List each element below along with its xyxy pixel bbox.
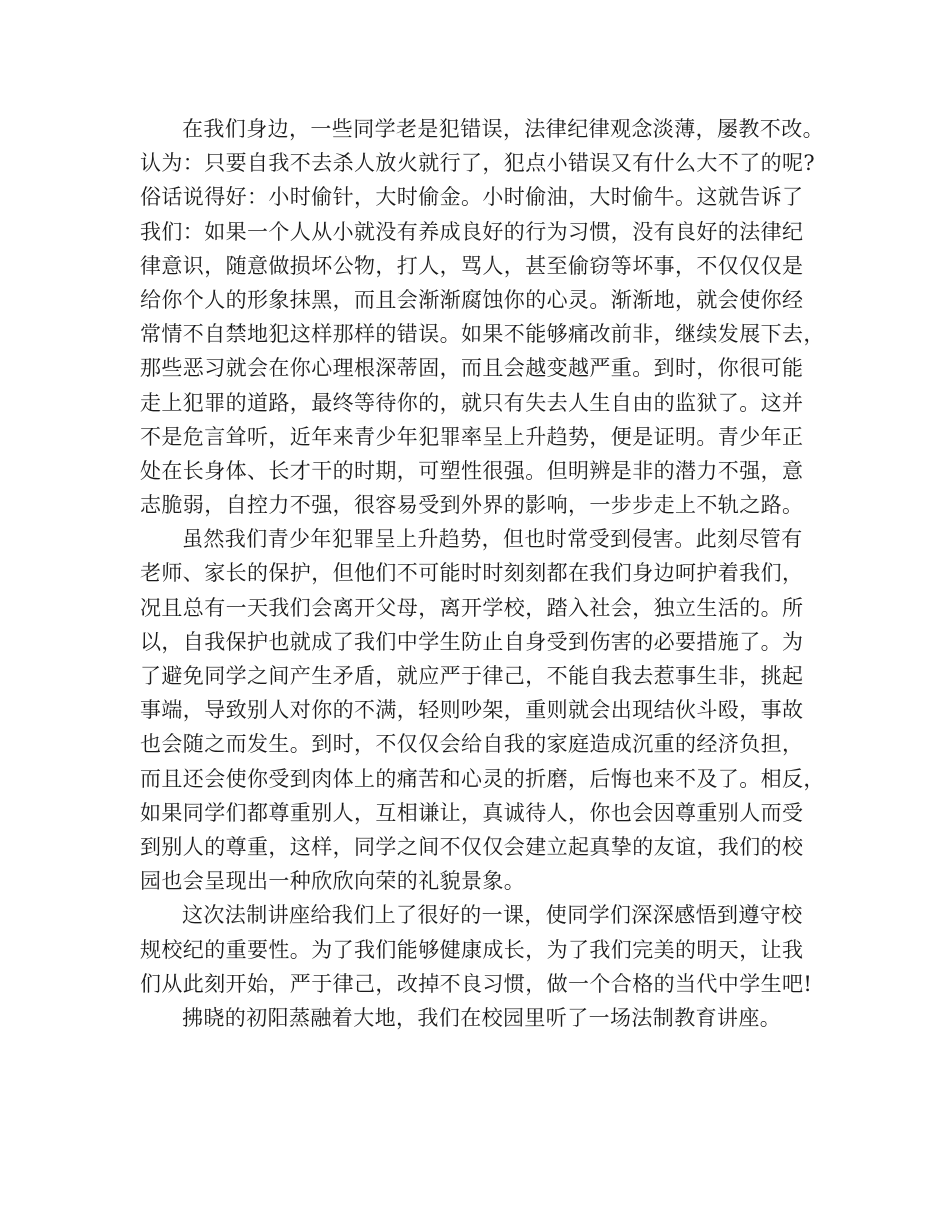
text-line: 律意识，随意做损坏公物，打人，骂人，甚至偷窃等坏事，不仅仅仅是	[140, 253, 804, 278]
text-line: 常情不自禁地犯这样那样的错误。如果不能够痛改前非，继续发展下去，	[140, 322, 825, 347]
text-line: 在我们身边，一些同学老是犯错误，法律纪律观念淡薄，屡教不改。	[182, 117, 824, 141]
text-line: 况且总有一天我们会离开父母，离开学校，踏入社会，独立生活的。所	[140, 595, 804, 620]
text-line: 走上犯罪的道路，最终等待你的，就只有失去人生自由的监狱了。这并	[140, 390, 804, 415]
text-line: 俗话说得好：小时偷针，大时偷金。小时偷油，大时偷牛。这就告诉了	[140, 185, 804, 210]
text-line: 处在长身体、长才干的时期，可塑性很强。但明辨是非的潜力不强，意	[140, 458, 804, 483]
text-line: 老师、家长的保护，但他们不可能时时刻刻都在我们身边呵护着我们，	[140, 561, 804, 586]
text-line: 也会随之而发生。到时，不仅仅会给自我的家庭造成沉重的经济负担，	[140, 732, 804, 757]
text-line: 虽然我们青少年犯罪呈上升趋势，但也时常受到侵害。此刻尽管有	[182, 527, 803, 552]
text-line: 志脆弱，自控力不强，很容易受到外界的影响，一步步走上不轨之路。	[140, 493, 804, 518]
paragraph	[140, 1001, 830, 1035]
text-line: 园也会呈现出一种欣欣向荣的礼貌景象。	[140, 869, 526, 894]
text-line: 不是危言耸听，近年来青少年犯罪率呈上升趋势，便是证明。青少年正	[140, 424, 804, 449]
text-line: 拂晓的初阳蒸融着大地，我们在校园里听了一场法制教育讲座。	[182, 1005, 782, 1030]
text-line: 以，自我保护也就成了我们中学生防止自身受到伤害的必要措施了。为	[140, 629, 804, 654]
text-line: 而且还会使你受到肉体上的痛苦和心灵的折磨，后悔也来不及了。相反，	[140, 766, 825, 791]
text-line: 我们：如果一个人从小就没有养成良好的行为习惯，没有良好的法律纪	[140, 219, 804, 244]
text-line: 这次法制讲座给我们上了很好的一课，使同学们深深感悟到遵守校	[182, 903, 803, 928]
text-line: 如果同学们都尊重别人，互相谦让，真诚待人，你也会因尊重别人而受	[140, 800, 804, 825]
text-line: 认为：只要自我不去杀人放火就行了，犯点小错误又有什么大不了的呢?	[140, 151, 816, 176]
text-line: 到别人的尊重，这样，同学之间不仅仅会建立起真挚的友谊，我们的校	[140, 834, 804, 859]
text-line: 给你个人的形象抹黑，而且会渐渐腐蚀你的心灵。渐渐地，就会使你经	[140, 287, 804, 312]
paragraph	[140, 112, 830, 522]
text-line: 们从此刻开始，严于律己，改掉不良习惯，做一个合格的当代中学生吧!	[140, 971, 813, 996]
text-line: 了避免同学之间产生矛盾，就应严于律己，不能自我去惹事生非，挑起	[140, 664, 804, 688]
document-body	[140, 112, 830, 1035]
text-line: 那些恶习就会在你心理根深蒂固，而且会越变越严重。到时，你很可能	[140, 356, 804, 381]
paragraph	[140, 898, 830, 1001]
text-line: 事端，导致别人对你的不满，轻则吵架，重则就会出现结伙斗殴，事故	[140, 698, 804, 723]
paragraph	[140, 522, 830, 898]
text-line: 规校纪的重要性。为了我们能够健康成长，为了我们完美的明天，让我	[140, 937, 804, 962]
